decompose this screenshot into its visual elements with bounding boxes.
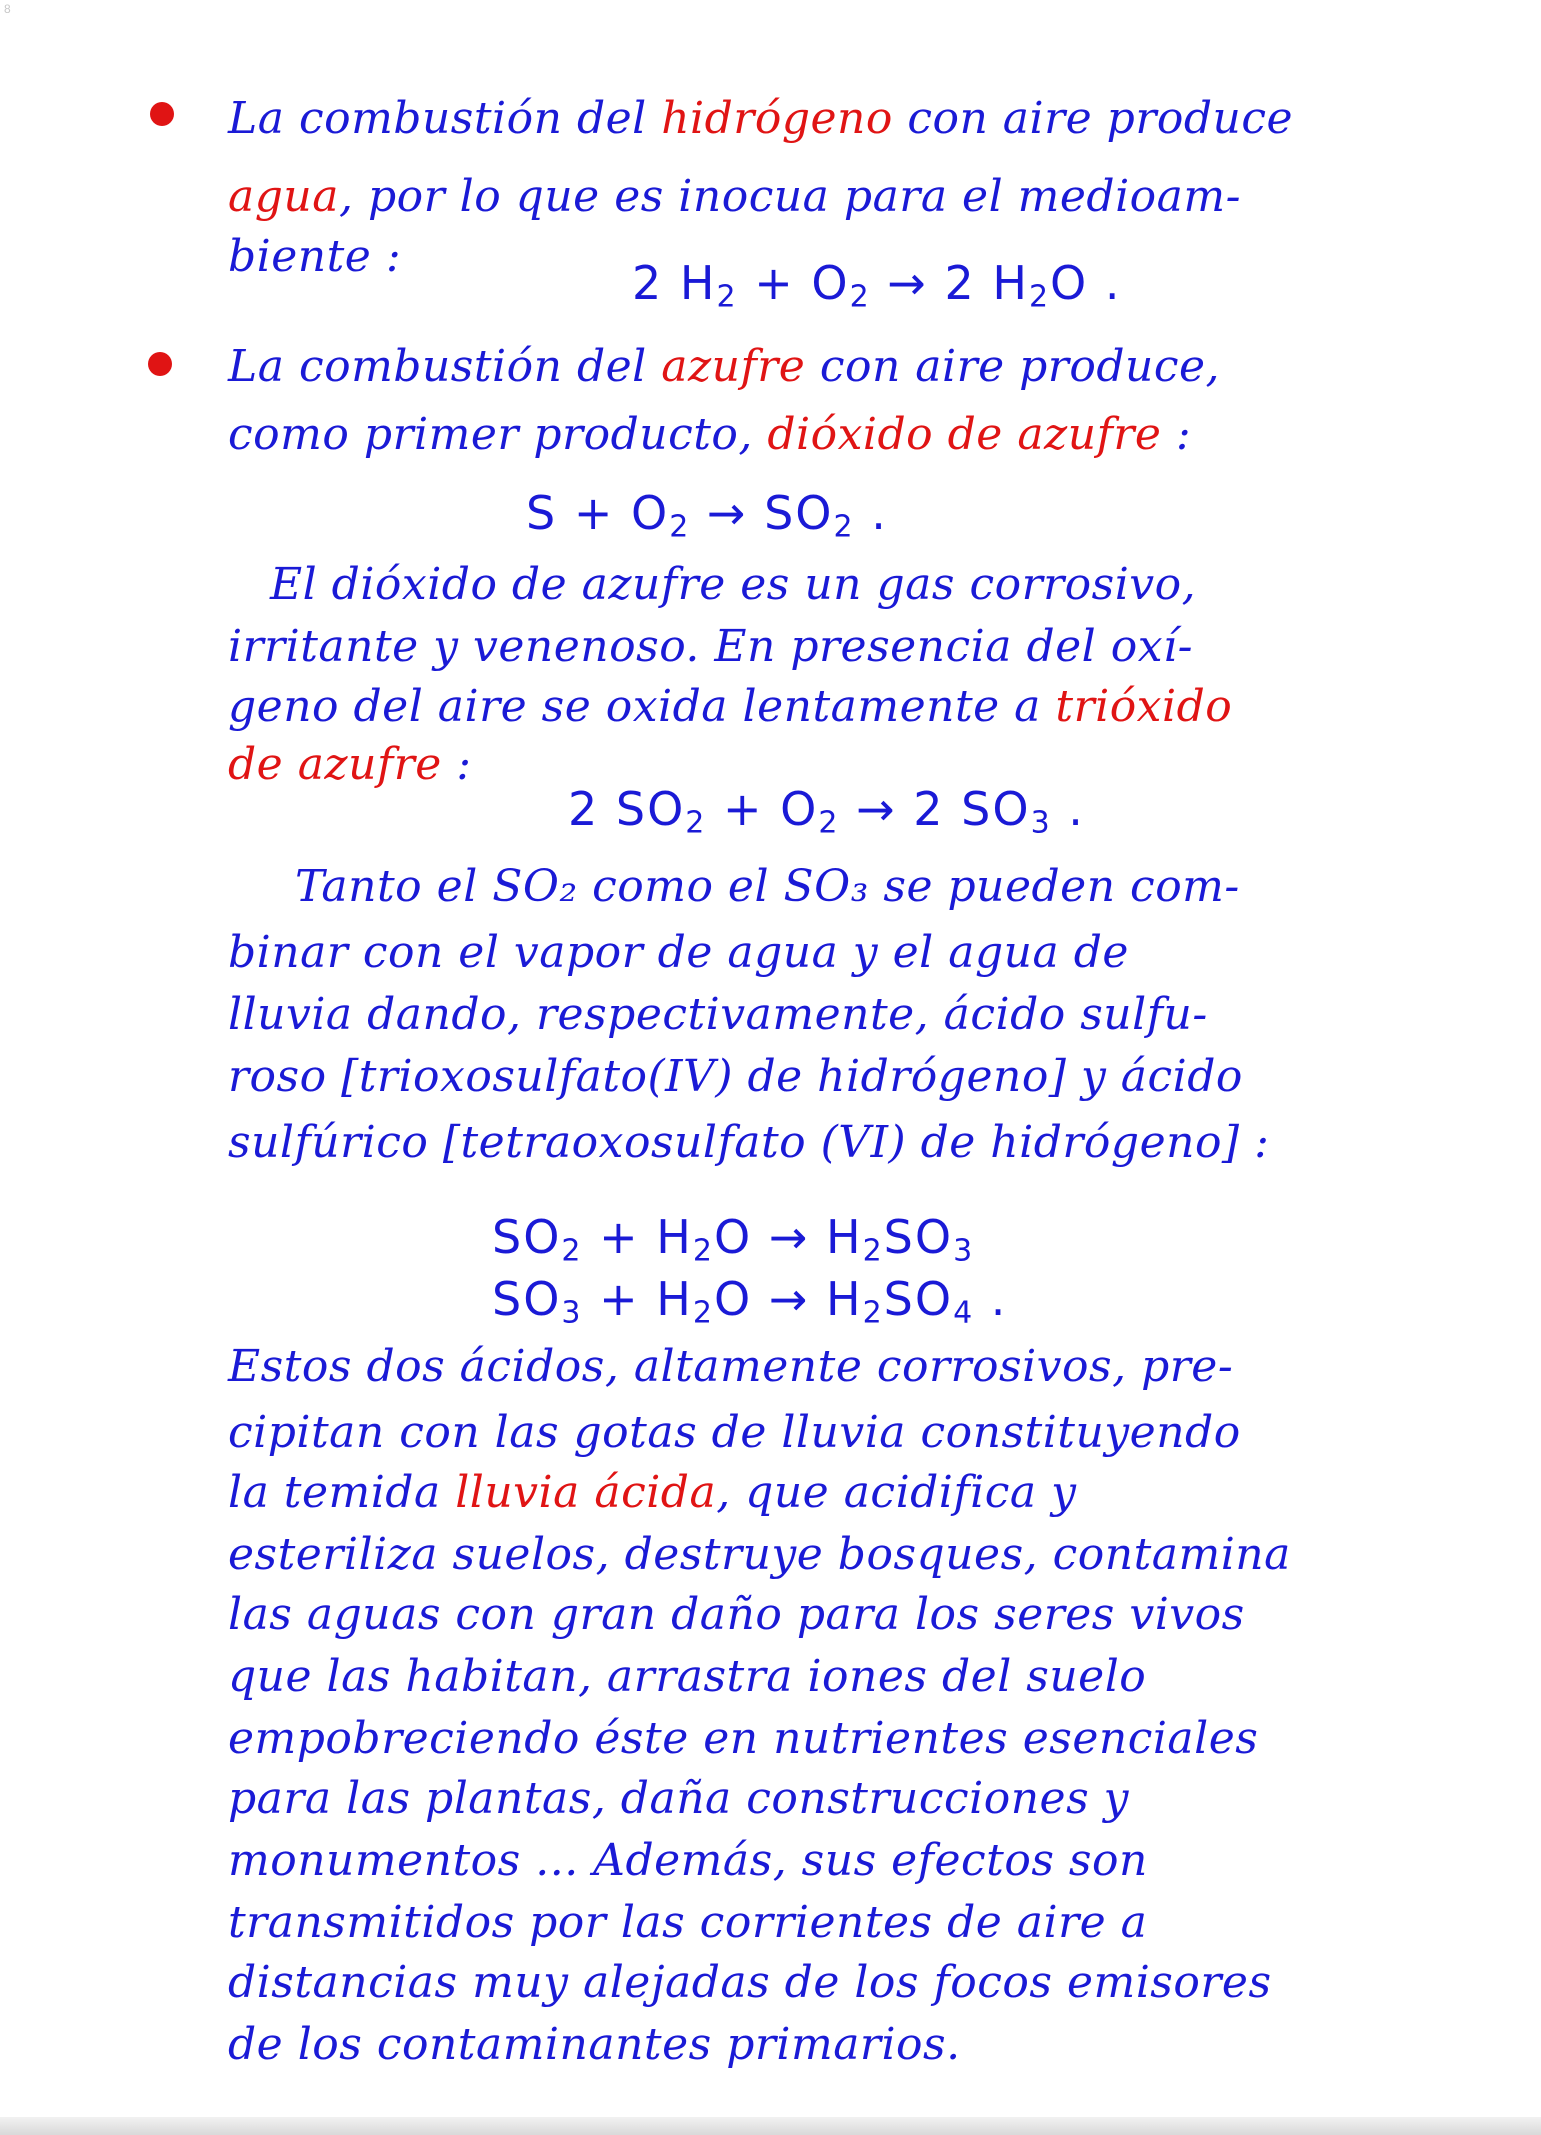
text-line: monumentos ... Además, sus efectos son	[228, 1835, 1148, 1886]
equation-sulfurous-acid: $SO_2 + H_2O \to H_2SO_3$	[492, 1210, 975, 1269]
equation-so2-formation: $S + O_2 \to SO_2$ .	[526, 486, 888, 545]
text-line: geno del aire se oxida lentamente a trióxido	[228, 681, 1233, 732]
text-line: La combustión del hidrógeno con aire produce	[228, 93, 1294, 144]
bullet-point	[150, 102, 174, 126]
equation-sulfuric-acid: $SO_3 + H_2O \to H_2SO_4$ .	[492, 1272, 1008, 1331]
text-line: como primer producto, dióxido de azufre :	[228, 409, 1192, 460]
text-line: lluvia dando, respectivamente, ácido sulfu-	[228, 989, 1208, 1040]
text-line: las aguas con gran daño para los seres vivos	[228, 1589, 1245, 1640]
text-line: para las plantas, daña construcciones y	[228, 1773, 1130, 1824]
text-line: de azufre :	[228, 739, 472, 790]
highlight-azufre: azufre	[661, 341, 806, 392]
highlight-lluvia-acida: lluvia ácida	[455, 1467, 717, 1518]
text-line: de los contaminantes primarios.	[228, 2019, 961, 2070]
text-line: irritante y venenoso. En presencia del oxí-	[228, 621, 1193, 672]
text-line: Estos dos ácidos, altamente corrosivos, pre-	[228, 1341, 1234, 1392]
text-line: El dióxido de azufre es un gas corrosivo,	[270, 559, 1197, 610]
text-line: roso [trioxosulfato(IV) de hidrógeno] y ácido	[228, 1051, 1243, 1102]
equation-so3-formation: 2 $SO_2 + O_2 \to 2$ $SO_3$ .	[568, 782, 1085, 841]
text-line: esteriliza suelos, destruye bosques, contamina	[228, 1529, 1291, 1580]
text-line: la temida lluvia ácida, que acidifica y	[228, 1467, 1077, 1518]
text-line: agua, por lo que es inocua para el medioam-	[228, 171, 1241, 222]
text-line: sulfúrico [tetraoxosulfato (VI) de hidrógeno] :	[228, 1117, 1270, 1168]
text-line: distancias muy alejadas de los focos emisores	[228, 1957, 1272, 2008]
text-line: cipitan con las gotas de lluvia constituyendo	[228, 1407, 1241, 1458]
text-line: transmitidos por las corrientes de aire a	[228, 1897, 1148, 1948]
highlight-hidrogeno: hidrógeno	[661, 93, 893, 144]
text-line: binar con el vapor de agua y el agua de	[228, 927, 1129, 978]
highlight-de-azufre: de azufre	[228, 739, 442, 790]
highlight-agua: agua	[228, 171, 339, 222]
text-line: La combustión del azufre con aire produce,	[228, 341, 1220, 392]
text-line: biente :	[228, 231, 402, 282]
text-line: empobreciendo éste en nutrientes esenciales	[228, 1713, 1259, 1764]
highlight-dioxido-de-azufre: dióxido de azufre	[767, 409, 1162, 460]
highlight-trioxido: trióxido	[1055, 681, 1233, 732]
text-line: Tanto el SO₂ como el SO₃ se pueden com-	[295, 861, 1240, 912]
text-line: que las habitan, arrastra iones del suelo	[228, 1651, 1147, 1702]
equation-water-formation: 2 $H_2 + O_2 \to 2$ $H_2O$ .	[632, 256, 1122, 315]
bullet-point	[148, 352, 172, 376]
page-number: 8	[4, 2, 11, 16]
scan-edge	[0, 2117, 1541, 2135]
